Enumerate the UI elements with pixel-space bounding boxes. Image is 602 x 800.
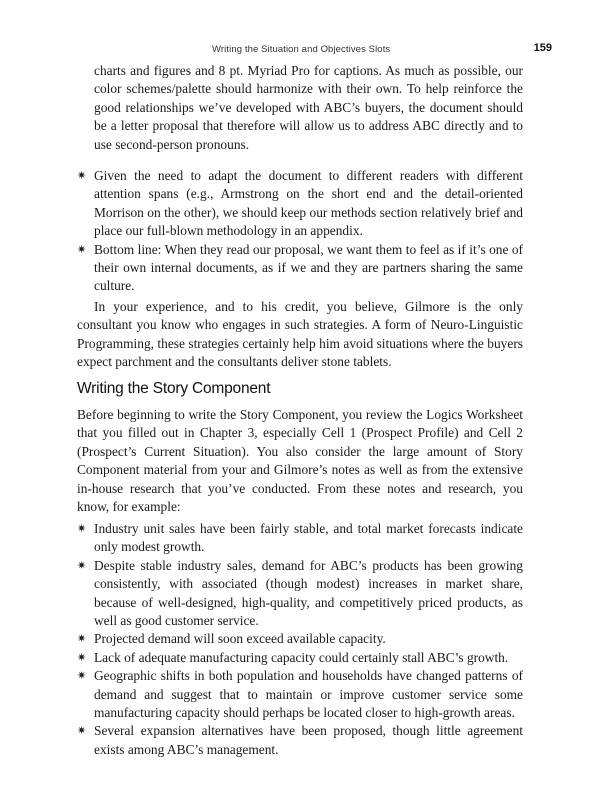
bullet-icon: ✷: [77, 633, 87, 646]
list-item-text: Bottom line: When they read our proposal, we want them to feel as if it’s one of their own internal documents, as if we and they are partners sharing the same culture.: [94, 241, 523, 294]
page-number: 159: [533, 42, 552, 54]
list-item: [77, 649, 523, 667]
running-head: [0, 40, 602, 56]
bullet-icon: ✷: [77, 670, 87, 683]
list-item-text: Geographic shifts in both population and households have changed patterns of demand and suggest that to maintain or improve customer service some manufacturing capacity should perhaps be located closer to high-growth areas.: [94, 668, 523, 721]
bullet-icon: ✷: [77, 243, 87, 256]
bullet-icon: ✷: [77, 559, 87, 572]
continued-list-item: [77, 62, 523, 154]
list-item-text: Projected demand will soon exceed available capacity.: [94, 631, 386, 647]
continued-item-text: charts and figures and 8 pt. Myriad Pro for captions. As much as possible, our color schemes/palette should harmonize with their own. To help reinforce the good relationships we’ve developed with ABC’s buyers, the document should be a letter proposal that therefore will allow us to address ABC directly and to use second-person pronouns.: [94, 63, 523, 152]
list-item: [77, 630, 523, 648]
bottom-bullet-list: [77, 520, 523, 759]
list-item: [77, 722, 523, 759]
list-item: [77, 520, 523, 557]
list-item-text: Several expansion alternatives have been proposed, though little agreement exists among ABC’s management.: [94, 723, 523, 757]
body-paragraph: Before beginning to write the Story Component, you review the Logics Worksheet that you filled out in Chapter 3, especially Cell 1 (Prospect Profile) and Cell 2 (Prospect’s Current Situation). You also consider the large amount of Story Component material from your and Gilmore’s notes as well as from the extensive in-house research that you’ve conducted. From these notes and research, you know, for example:: [77, 407, 523, 515]
bullet-icon: ✷: [77, 725, 87, 738]
bullet-icon: ✷: [77, 523, 87, 535]
top-bullet-list: [77, 167, 523, 296]
list-item: [77, 557, 523, 631]
list-item-text: Despite stable industry sales, demand for ABC’s products has been growing consistently, with associated (though modest) increases in market share, because of well-designed, high-quality, and competitively priced products, as well as good customer service.: [94, 557, 523, 629]
running-title: Writing the Situation and Objectives Slots: [212, 44, 391, 55]
list-item: [77, 667, 523, 722]
section-heading: Writing the Story Component: [77, 380, 271, 397]
list-item: [77, 241, 523, 296]
list-item-text: Industry unit sales have been fairly stable, and total market forecasts indicate only modest growth.: [94, 521, 523, 555]
body-paragraph: In your experience, and to his credit, you believe, Gilmore is the only consultant you know who engages in such strategies. A form of Neuro-Linguistic Programming, these strategies certainly help him avoid situations where the buyers expect parchment and the consultants deliver stone tablets.: [77, 299, 523, 370]
list-item-text: Given the need to adapt the document to different readers with different attention spans (e.g., Armstrong on the short end and the detail-oriented Morrison on the other), we should keep our methods section relatively brief and place our full-blown methodology in an appendix.: [94, 168, 523, 239]
bullet-icon: ✷: [77, 170, 87, 182]
list-item-text: Lack of adequate manufacturing capacity could certainly stall ABC’s growth.: [94, 649, 509, 665]
list-item: [77, 167, 523, 241]
bullet-icon: ✷: [77, 651, 87, 664]
